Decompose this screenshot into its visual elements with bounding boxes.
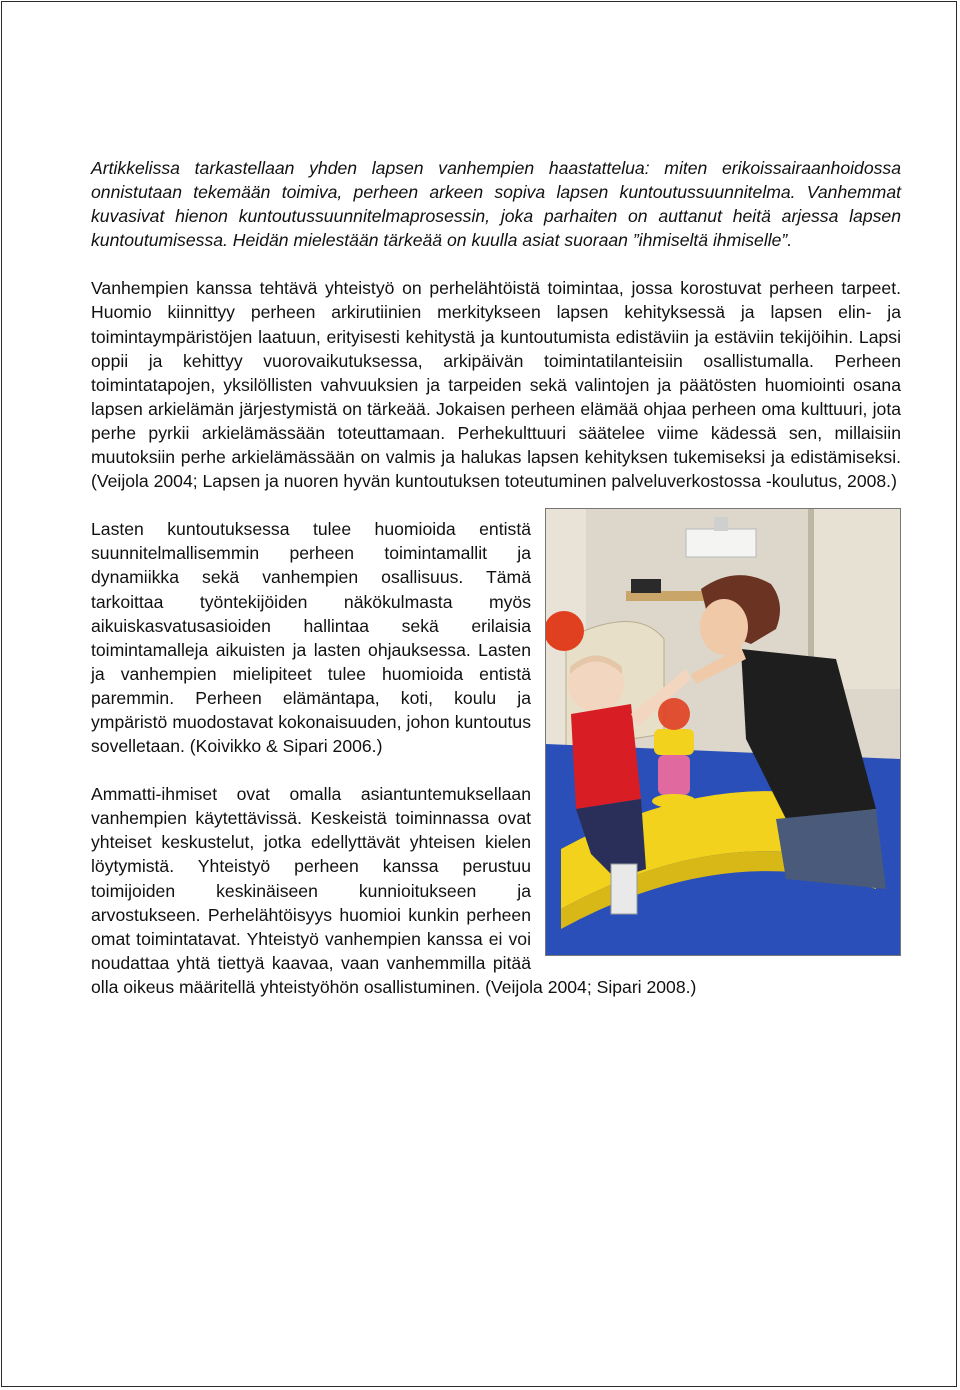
body-paragraph-2: Vanhempien kanssa tehtävä yhteistyö on perhelähtöistä toimintaa, jossa korostuvat perheen tarpeet. Huomio kiinnittyy perheen arkirutiinien merkitykseen lapsen kehityksessä ja lapsen elin- ja toimintaympäristöjen laatuun, erityisesti kehitystä ja kuntoutumista edistäviin ja estäviin tekijöihin. Lapsi oppii ja kehittyy vuorovaikutuksessa, arkipäivän toimintatilanteisiin osallistumalla. Perheen toimintatapojen, yksilöllisten vahvuuksien ja tarpeiden sekä valintojen ja päätösten huomiointi osana lapsen arkielämän järjestymistä on tärkeää. Jokaisen perheen elämää ohjaa perheen oma kulttuuri, jota perhe pyrkii arkielämässään toteuttamaan. Perhekulttuuri säätelee viime kädessä sen, millaisiin muutoksiin perhe arkielämässään on valmis ja halukas lapsen kehityksen tukemiseksi ja edistämiseksi. (Veijola 2004; Lapsen ja nuoren hyvän kuntoutuksen toteutuminen palveluverkostossa -koulutus, 2008.) bbox=[91, 278, 901, 492]
intro-paragraph: Artikkelissa tarkastellaan yhden lapsen vanhempien haastattelua: miten erikoissairaanhoidossa onnistutaan tekemään toimiva, perheen arkeen sopiva lapsen kuntoutussuunnitelma. Vanhemmat kuvasivat hienon kuntoutussuunnitelmaprosessin, joka parhaiten on auttanut heitä arjessa lapsen kuntoutumisessa. Heidän mielestään tärkeää on kuulla asiat suoraan ”ihmiseltä ihmiselle”. bbox=[91, 158, 901, 251]
body-paragraph-3: Lasten kuntoutuksessa tulee huomioida entistä suunnitelmallisemmin perheen toimintamallit ja dynamiikka sekä vanhempien osallisuus. Tämä tarkoittaa työntekijöiden näkökulmasta myös aikuiskasvatusasioiden hallintaa sekä erilaisia toimintamalleja aikuisten ja lasten ohjauksessa. Lasten ja vanhempien mielipiteet tulee huomioida entistä paremmin. Perheen elämäntapa, koti, koulu ja ympäristö muodostavat kokonaisuuden, johon kuntoutus sovelletaan. (Koivikko & Sipari 2006.) bbox=[91, 519, 531, 757]
body-paragraph-4: Ammatti-ihmiset ovat omalla asiantuntemuksellaan vanhempien käytettävissä. Keskeistä toiminnassa ovat yhteiset keskustelut, jotka edellyttävät yhteisen kielen löytymistä. Yhteistyö perheen kanssa perustuu toimijoiden keskinäiseen kunnioitukseen ja arvostukseen. Perhelähtöisyys huomioi kunkin perheen omat toimintatavat. Yhteistyö vanhempien kanssa ei voi noudattaa yhtä tiettyä kaavaa, vaan vanhemmilla pitää olla oikeus määritellä yhteistyöhön osallistuminen. (Veijola 2004; Sipari 2008.) bbox=[91, 784, 697, 997]
photo-illustration bbox=[546, 509, 900, 955]
photo-child-therapy bbox=[545, 508, 901, 956]
document-body bbox=[91, 156, 901, 999]
